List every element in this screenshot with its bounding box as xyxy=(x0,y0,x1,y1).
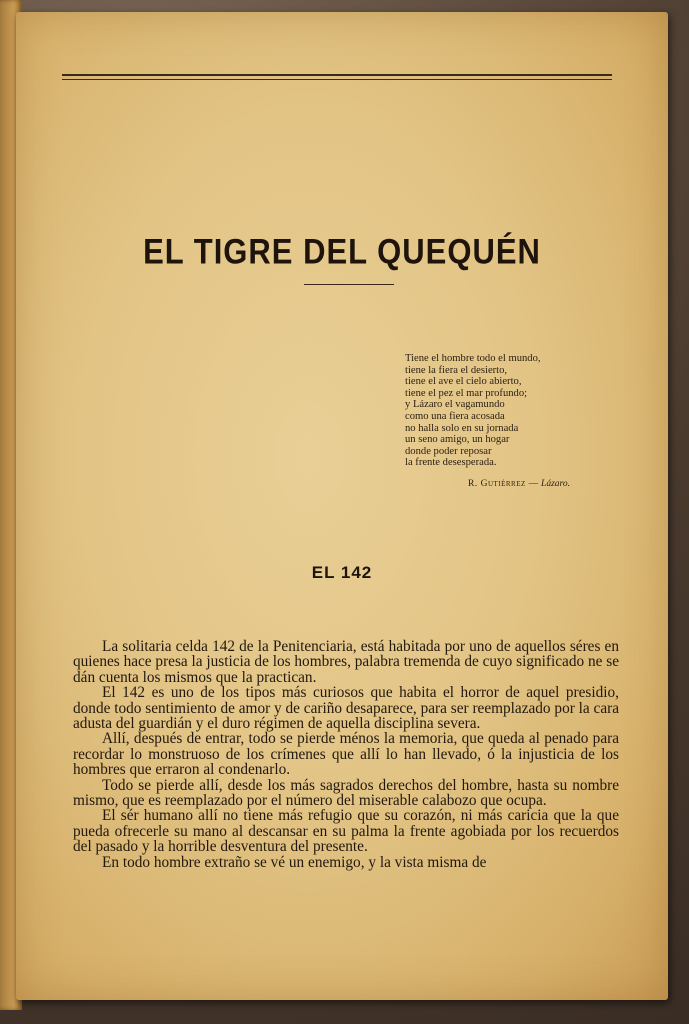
page-title: EL TIGRE DEL QUEQUÉN xyxy=(143,231,541,272)
epigraph-line: un seno amigo, un hogar xyxy=(405,434,510,446)
body-text xyxy=(73,639,619,870)
epigraph-author: R. Gutiérrez — xyxy=(468,479,539,489)
paragraph: Todo se pierde allí, desde los más sagrados derechos del hombre, hasta su nombre mismo, que es reemplazado por el número del miserable calabozo que ocupa. xyxy=(73,776,619,810)
epigraph-line: como una fiera acosada xyxy=(405,410,505,422)
epigraph-line: Tiene el hombre todo el mundo, xyxy=(405,353,541,364)
epigraph-attribution xyxy=(468,479,570,489)
epigraph-work: Lázaro. xyxy=(541,479,570,489)
paragraph: El 142 es uno de los tipos más curiosos que habita el horror de aquel presidio, donde todo sentimiento de amor y de cariño desaparece, para ser reemplazado por la cara adusta del guardián y el duro régimen de aquella disciplina severa. xyxy=(73,684,619,733)
paragraph: Allí, después de entrar, todo se pierde ménos la memoria, que queda al penado para recordar lo monstruoso de los crímenes que allí lo han llevado, ó la injusticia de los hombres que erraron al condenarlo. xyxy=(73,730,619,779)
epigraph-line: y Lázaro el vagamundo xyxy=(405,399,505,411)
epigraph-line: tiene la fiera el desierto, xyxy=(405,364,508,376)
paragraph: El sér humano allí no tiene más refugio que su corazón, ni más caricia que la que pueda ofrecerle su mano al descansar en su palma la frente agobiada por los recuerdos del pasado y la horrible desventura del presente. xyxy=(73,807,619,856)
epigraph-line: donde poder reposar xyxy=(405,445,492,457)
epigraph-line: la frente desesperada. xyxy=(405,457,497,469)
epigraph-line: tiene el ave el cielo abierto, xyxy=(405,376,522,388)
paragraph: La solitaria celda 142 de la Penitenciaria, está habitada por uno de aquellos séres en quienes hace presa la justicia de los hombres, palabra tremenda de cuyo significado ne se dán cuenta los mismos que la practican. xyxy=(73,638,619,686)
chapter-heading: EL 142 xyxy=(311,563,373,582)
title-underline xyxy=(304,284,394,285)
header-double-rule xyxy=(62,74,612,80)
epigraph-line: tiene el pez el mar profundo; xyxy=(405,387,528,399)
paragraph: En todo hombre extraño se vé un enemigo, y la vista misma de xyxy=(102,853,487,871)
epigraph-line: no halla solo en su jornada xyxy=(405,422,519,434)
book-page xyxy=(16,12,668,1000)
epigraph xyxy=(405,353,635,469)
